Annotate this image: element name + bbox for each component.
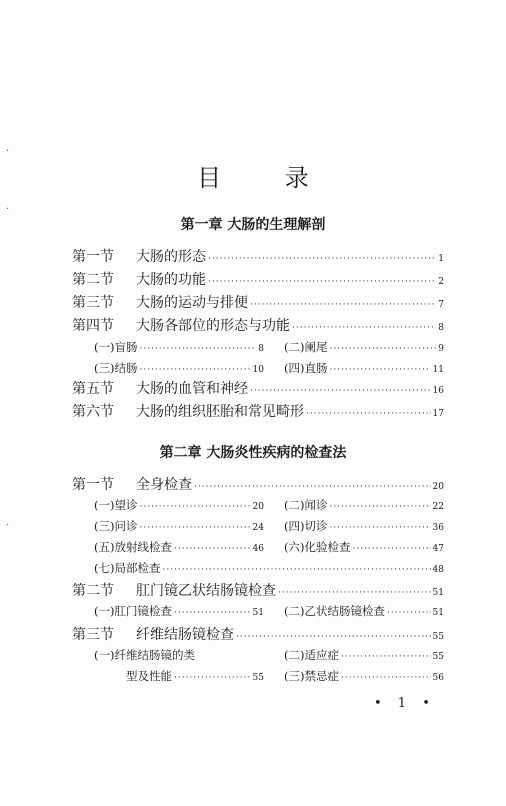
- section-label: 第二节: [72, 583, 114, 599]
- toc-subentry[interactable]: [284, 518, 444, 534]
- subitem-number: (一): [94, 648, 115, 662]
- subitem-title: 适应症: [304, 648, 339, 662]
- leader-dots: [194, 482, 431, 492]
- leader-dots: [250, 386, 431, 396]
- section-title: 大肠各部位的形态与功能: [136, 318, 290, 334]
- toc-subentry[interactable]: [284, 603, 444, 619]
- leader-dots: [387, 608, 431, 618]
- leader-dots: [306, 409, 431, 419]
- subitem-number: (二): [284, 340, 305, 354]
- leader-dots: [329, 523, 430, 533]
- subitem-number: (二): [284, 498, 305, 512]
- subitem-title: 问诊: [114, 519, 138, 533]
- subitem-title: 化验检查: [304, 540, 351, 554]
- subitem-title: 阑尾: [304, 340, 328, 354]
- leader-dots: [139, 344, 256, 354]
- scan-speck: ·: [6, 146, 10, 157]
- page-number: 20: [252, 502, 264, 512]
- toc-subentry[interactable]: [94, 539, 264, 555]
- section-title: 大肠的血管和神经: [136, 381, 248, 397]
- leader-dots: [208, 254, 436, 264]
- toc-subentry[interactable]: [284, 360, 444, 376]
- subitem-number: (七): [94, 561, 115, 575]
- section-title: 纤维结肠镜检查: [136, 627, 234, 643]
- subitem-number: (二): [284, 648, 305, 662]
- page-number: 36: [432, 523, 444, 533]
- section-title: 大肠的组织胚胎和常见畸形: [136, 404, 304, 420]
- subitem-title: 型及性能: [126, 669, 172, 683]
- subitem-title: 局部检查: [114, 561, 161, 575]
- page-number: 16: [432, 386, 444, 396]
- toc-entry[interactable]: [72, 378, 444, 398]
- toc-entry[interactable]: [72, 580, 444, 600]
- section-title: 肛门镜乙状结肠镜检查: [136, 583, 276, 599]
- subitem-number: (四): [284, 361, 305, 375]
- subitem-number: (六): [284, 540, 305, 554]
- leader-dots: [139, 523, 250, 533]
- section-title: 全身检查: [136, 477, 192, 493]
- page-number: 8: [258, 344, 264, 354]
- toc-subentry[interactable]: [126, 668, 264, 684]
- toc-subentry[interactable]: [284, 668, 444, 684]
- toc-subentry[interactable]: [284, 497, 444, 513]
- toc-entry[interactable]: [72, 246, 444, 266]
- page-number: 55: [432, 652, 444, 662]
- subitem-title: 盲肠: [114, 340, 138, 354]
- subitem-number: (五): [94, 540, 115, 554]
- toc-subentry[interactable]: [94, 560, 444, 576]
- subitem-title: 纤维结肠镜的类: [114, 648, 195, 662]
- scan-speck: ·: [6, 520, 10, 531]
- section-title: 大肠的运动与排便: [136, 295, 248, 311]
- section-title: 大肠的功能: [136, 272, 206, 288]
- page-number: 20: [432, 482, 444, 492]
- section-label: 第三节: [72, 295, 114, 311]
- leader-dots: [329, 365, 430, 375]
- subitem-title: 禁忌症: [304, 669, 339, 683]
- section-label: 第四节: [72, 318, 114, 334]
- toc-subentry[interactable]: [94, 518, 264, 534]
- toc-entry[interactable]: [72, 401, 444, 421]
- section-label: 第六节: [72, 404, 114, 420]
- toc-entry[interactable]: [72, 269, 444, 289]
- page-number: 2: [438, 277, 444, 287]
- page-number: 10: [252, 365, 264, 375]
- subitem-title: 结肠: [114, 361, 138, 375]
- toc-subentry[interactable]: [94, 497, 264, 513]
- page-folio: • 1 •: [374, 696, 436, 711]
- toc-subentry[interactable]: [94, 360, 264, 376]
- page-number: 22: [432, 502, 444, 512]
- toc-subentry[interactable]: [284, 539, 444, 555]
- toc-subentry[interactable]: [94, 339, 264, 355]
- leader-dots: [352, 544, 430, 554]
- toc-subentry[interactable]: [284, 339, 444, 355]
- leader-dots: [329, 344, 436, 354]
- toc-subentry[interactable]: [284, 647, 444, 663]
- subitem-title: 直肠: [304, 361, 328, 375]
- leader-dots: [139, 502, 250, 512]
- page-number: 55: [252, 673, 264, 683]
- section-label: 第一节: [72, 249, 114, 265]
- toc-entry[interactable]: [72, 315, 444, 335]
- toc-entry[interactable]: [72, 474, 444, 494]
- page-number: 9: [438, 344, 444, 354]
- leader-dots: [250, 300, 436, 310]
- leader-dots: [329, 502, 430, 512]
- leader-dots: [139, 365, 250, 375]
- page-number: 48: [432, 565, 444, 575]
- page-number: 11: [432, 365, 444, 375]
- subitem-number: (一): [94, 604, 115, 618]
- page-number: 7: [438, 300, 444, 310]
- page-title: 目 录: [197, 164, 337, 192]
- page-number: 46: [252, 544, 264, 554]
- section-label: 第五节: [72, 381, 114, 397]
- page-number: 8: [438, 323, 444, 333]
- subitem-title: 闻诊: [304, 498, 328, 512]
- subitem-number: (一): [94, 340, 115, 354]
- subitem-number: (二): [284, 604, 305, 618]
- subitem-number: (一): [94, 498, 115, 512]
- toc-entry[interactable]: [72, 624, 444, 644]
- subitem-number: (三): [94, 361, 115, 375]
- leader-dots: [174, 673, 251, 683]
- subitem-title: 肛门镜检查: [114, 604, 172, 618]
- page-number: 47: [432, 544, 444, 554]
- leader-dots: [278, 588, 431, 598]
- subitem-number: (四): [284, 519, 305, 533]
- page-number: 51: [252, 608, 264, 618]
- leader-dots: [236, 632, 431, 642]
- section-label: 第一节: [72, 477, 114, 493]
- scan-speck: ·: [6, 204, 10, 215]
- page-number: 17: [432, 409, 444, 419]
- subitem-title: 放射线检查: [114, 540, 172, 554]
- page-number: 24: [252, 523, 264, 533]
- section-label: 第二节: [72, 272, 114, 288]
- subitem-title: 望诊: [114, 498, 138, 512]
- page-number: 55: [432, 632, 444, 642]
- toc-subentry[interactable]: [94, 647, 264, 663]
- section-title: 大肠的形态: [136, 249, 206, 265]
- subitem-number: (三): [94, 519, 115, 533]
- subitem-title: 乙状结肠镜检查: [304, 604, 385, 618]
- leader-dots: [341, 673, 431, 683]
- leader-dots: [208, 277, 436, 287]
- leader-dots: [162, 565, 430, 575]
- leader-dots: [174, 544, 251, 554]
- section-label: 第三节: [72, 627, 114, 643]
- page-number: 1: [438, 254, 444, 264]
- leader-dots: [341, 652, 431, 662]
- toc-subentry[interactable]: [94, 603, 264, 619]
- subitem-title: 切诊: [304, 519, 328, 533]
- page-number: 56: [432, 673, 444, 683]
- page-number: 51: [432, 588, 444, 598]
- chapter-heading: 第二章 大肠炎性疾病的检查法: [159, 445, 347, 461]
- chapter-heading: 第一章 大肠的生理解剖: [180, 217, 326, 233]
- leader-dots: [292, 323, 436, 333]
- subitem-number: (三): [284, 669, 305, 683]
- page-number: 51: [432, 608, 444, 618]
- toc-entry[interactable]: [72, 292, 444, 312]
- leader-dots: [174, 608, 251, 618]
